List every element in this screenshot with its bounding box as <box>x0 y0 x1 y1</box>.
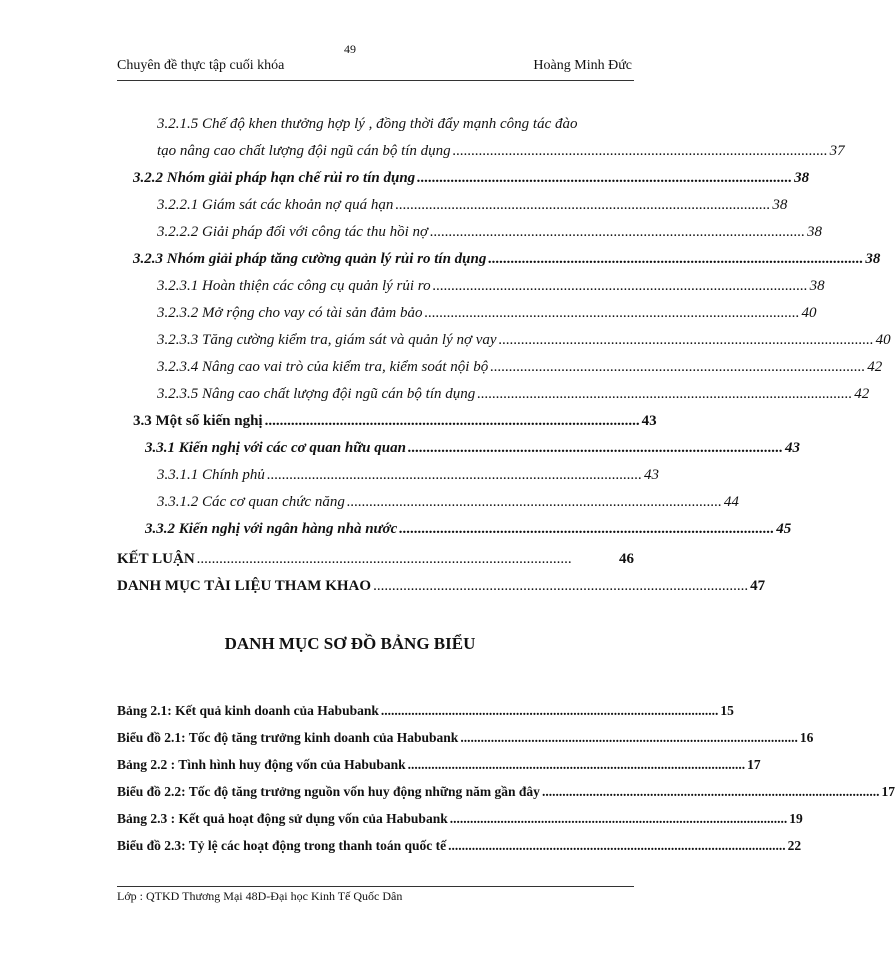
toc-entry <box>133 413 657 430</box>
figure-entry-page: 16 <box>799 730 814 745</box>
dot-leader: .................................................................................................... <box>448 838 786 853</box>
toc-entry-page: 38 <box>807 224 822 240</box>
dot-leader: .................................................................................................... <box>498 332 874 348</box>
dot-leader: .................................................................................................... <box>449 811 788 826</box>
figure-entry <box>117 730 814 746</box>
dot-leader: .................................................................................................... <box>432 278 808 294</box>
toc-entry-page: 44 <box>723 494 739 510</box>
toc-entry <box>157 494 739 511</box>
toc-entry <box>133 170 810 187</box>
toc-entry-page: 45 <box>776 521 792 537</box>
figure-entry-page: 19 <box>789 811 803 826</box>
toc-entry <box>157 467 659 484</box>
toc-entry-label: tạo nâng cao chất lượng đội ngũ cán bộ tín dụng <box>157 143 451 159</box>
dot-leader: .................................................................................................... <box>196 551 572 567</box>
figure-entry-page: 22 <box>787 838 802 853</box>
toc-entry-label: 3.2.3.3 Tăng cường kiểm tra, giám sát và quản lý nợ vay <box>157 332 497 348</box>
toc-entry <box>157 386 870 403</box>
toc-entry-label: 3.2.3.5 Nâng cao chất lượng đội ngũ cán bộ tín dụng <box>157 386 476 402</box>
toc-entry-page: 37 <box>829 143 845 159</box>
dot-leader: .................................................................................................... <box>395 197 771 213</box>
dot-leader: .................................................................................................... <box>380 703 719 718</box>
toc-entry-page: 43 <box>641 413 657 429</box>
toc-entry <box>157 143 845 160</box>
dot-leader: .................................................................................................... <box>490 359 866 375</box>
dot-leader: .................................................................................................... <box>477 386 853 402</box>
toc-entry-page: 46 <box>619 551 634 567</box>
toc-entry-page: 42 <box>854 386 870 402</box>
toc-entry-page: 42 <box>867 359 883 375</box>
toc-entry <box>157 305 817 322</box>
figure-entry <box>117 838 802 854</box>
dot-leader: .................................................................................................... <box>430 224 805 240</box>
toc-entry-label: 3.2.3.1 Hoàn thiện các công cụ quản lý rủi ro <box>157 278 431 294</box>
toc-entry-label: 3.3.1.1 Chính phủ <box>157 467 265 483</box>
toc-entry-page: 47 <box>750 578 766 594</box>
dot-leader: .................................................................................................... <box>452 143 828 159</box>
dot-leader: .................................................................................................... <box>424 305 800 321</box>
toc-line-3215: 3.2.1.5 Chế độ khen thưởng hợp lý , đồng thời đẩy mạnh công tác đào <box>157 116 578 132</box>
toc-entry <box>117 551 634 568</box>
toc-entry <box>157 359 883 376</box>
figure-entry-label: Biểu đồ 2.2: Tốc độ tăng trưởng nguồn vốn huy động những năm gần đây <box>117 784 540 799</box>
toc-entry-label: DANH MỤC TÀI LIỆU THAM KHAO <box>117 578 372 594</box>
toc-entry-label: 3.2.3.2 Mở rộng cho vay có tài sản đảm bảo <box>157 305 423 321</box>
header-author: Hoàng Minh Đức <box>533 58 632 73</box>
dot-leader: .................................................................................................... <box>417 170 793 186</box>
toc-entry-page: 43 <box>784 440 800 456</box>
figure-entry-label: Biểu đồ 2.3: Tỷ lệ các hoạt động trong thanh toán quốc tế <box>117 838 447 853</box>
dot-leader: .................................................................................................... <box>460 730 798 745</box>
toc-entry-label: 3.3.1 Kiến nghị với các cơ quan hữu quan <box>145 440 406 456</box>
figure-entry-label: Biểu đồ 2.1: Tốc độ tăng trưởng kinh doanh của Habubank <box>117 730 459 745</box>
dot-leader: .................................................................................................... <box>399 521 775 537</box>
toc-entry <box>157 278 825 295</box>
footer-class-info: Lớp : QTKD Thương Mại 48D-Đại học Kinh Tế Quốc Dân <box>117 889 403 903</box>
toc-entry-page: 38 <box>865 251 881 267</box>
dot-leader: .................................................................................................... <box>264 413 640 429</box>
dot-leader: .................................................................................................... <box>407 440 783 456</box>
dot-leader: .................................................................................................... <box>346 494 722 510</box>
toc-entry <box>145 521 792 538</box>
toc-entry-page: 38 <box>772 197 788 213</box>
toc-entry-label: 3.2.2 Nhóm giải pháp hạn chế rủi ro tín dụng <box>133 170 416 186</box>
toc-entry-page: 38 <box>809 278 825 294</box>
dot-leader: .................................................................................................... <box>488 251 864 267</box>
toc-entry <box>117 578 766 595</box>
figure-entry-label: Bảng 2.2 : Tình hình huy động vốn của Habubank <box>117 757 406 772</box>
toc-entry-label: 3.2.2.2 Giải pháp đối với công tác thu hồi nợ <box>157 224 428 240</box>
figure-entry <box>117 811 803 827</box>
toc-entry-label: 3.3.2 Kiến nghị với ngân hàng nhà nước <box>145 521 398 537</box>
figure-entry-page: 15 <box>720 703 734 718</box>
toc-entry-label: KẾT LUẬN <box>117 551 195 567</box>
toc-entry-page: 43 <box>643 467 659 483</box>
toc-entry-label: 3.2.2.1 Giám sát các khoản nợ quá hạn <box>157 197 394 213</box>
figure-entry-label: Bảng 2.1: Kết quả kinh doanh của Habubank <box>117 703 379 718</box>
toc-entry-label: 3.3.1.2 Các cơ quan chức năng <box>157 494 345 510</box>
dot-leader: .................................................................................................... <box>266 467 642 483</box>
toc-entry-label: 3.2.3 Nhóm giải pháp tăng cường quản lý rủi ro tín dụng <box>133 251 487 267</box>
figure-entry-page: 17 <box>747 757 761 772</box>
dot-leader: .................................................................................................... <box>407 757 746 772</box>
header-rule <box>117 80 634 81</box>
page-number: 49 <box>344 42 356 56</box>
dot-leader: .................................................................................................... <box>541 784 880 799</box>
toc-entry-page: 40 <box>875 332 891 348</box>
figures-list-title: DANH MỤC SƠ ĐỒ BẢNG BIỂU <box>224 634 476 653</box>
toc-entry-label: 3.2.3.4 Nâng cao vai trò của kiểm tra, kiểm soát nội bộ <box>157 359 489 375</box>
dot-leader: .................................................................................................... <box>373 578 749 594</box>
figure-entry <box>117 757 761 773</box>
toc-entry-page: 38 <box>794 170 810 186</box>
header-report-title: Chuyên đề thực tập cuối khóa <box>117 58 285 73</box>
toc-entry-label: 3.3 Một số kiến nghị <box>133 413 263 429</box>
toc-entry <box>145 440 800 457</box>
figure-entry-page: 17 <box>881 784 895 799</box>
toc-entry <box>157 224 822 241</box>
toc-entry <box>133 251 881 268</box>
toc-entry <box>157 197 788 214</box>
toc-entry-page: 40 <box>801 305 817 321</box>
toc-entry <box>157 332 891 349</box>
footer-rule <box>117 886 634 887</box>
figure-entry-label: Bảng 2.3 : Kết quả hoạt động sử dụng vốn của Habubank <box>117 811 448 826</box>
figure-entry <box>117 784 895 800</box>
figure-entry <box>117 703 734 719</box>
